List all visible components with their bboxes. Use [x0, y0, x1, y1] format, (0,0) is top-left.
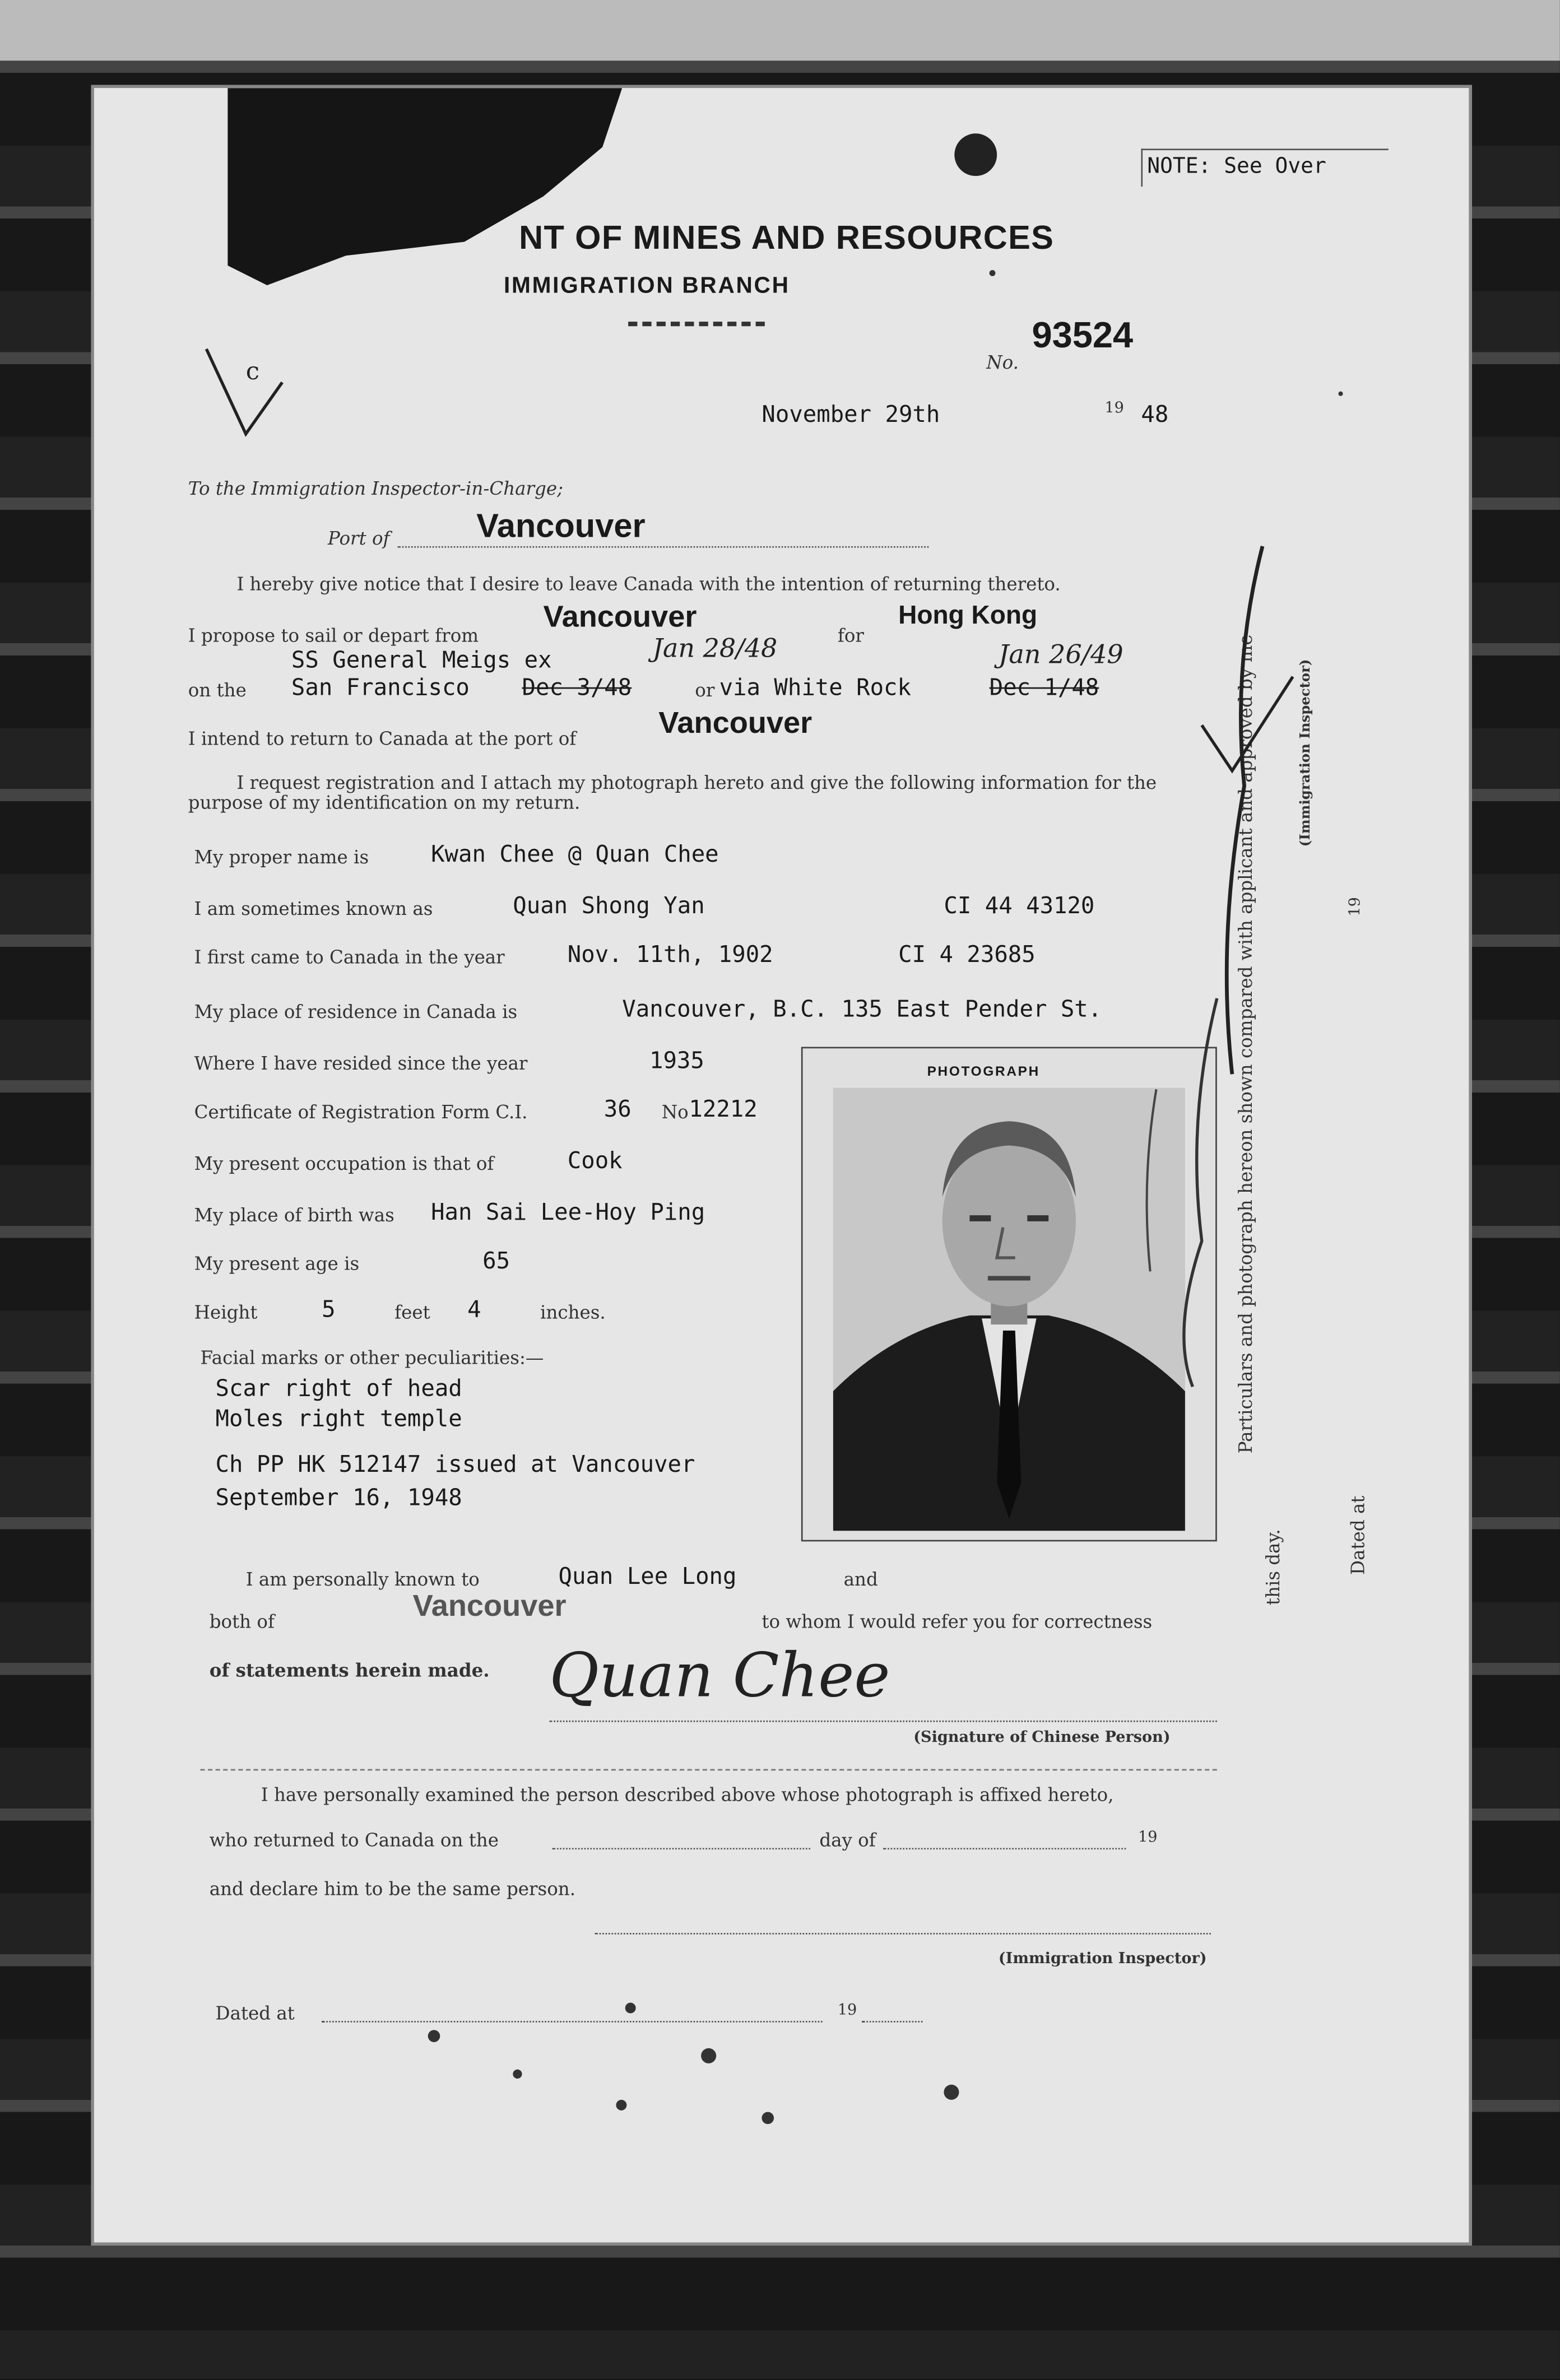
- ship-line-1: SS General Meigs ex: [291, 646, 552, 674]
- dated-at-label: Dated at: [215, 2002, 295, 2024]
- side-particulars: Particulars and photograph hereon shown compared with applicant and approved by me: [1235, 634, 1257, 1454]
- propose-label: I propose to sail or depart from: [188, 625, 479, 647]
- date-month-day: November 29th: [762, 400, 940, 428]
- known-as-label: I am sometimes known as: [194, 898, 433, 920]
- via-label: via White Rock: [719, 673, 911, 701]
- known-as-value: Quan Shong Yan: [513, 892, 705, 920]
- passport-line-2: September 16, 1948: [215, 1484, 462, 1512]
- port-of-label: Port of: [327, 528, 390, 550]
- ink-speck: [428, 2030, 440, 2042]
- return-date-line: [552, 1848, 810, 1849]
- side-this-day: this day.: [1262, 1529, 1284, 1606]
- side-inspector-caption: (Immigration Inspector): [1299, 659, 1315, 847]
- photo-label: PHOTOGRAPH: [927, 1063, 1040, 1079]
- refer-text: to whom I would refer you for correctness: [762, 1611, 1153, 1633]
- request-text: I request registration and I attach my photograph hereto and give the following information for the purpose of my identification on my return.: [188, 772, 1157, 814]
- inspector-line: [595, 1933, 1211, 1935]
- known-to-and: and: [843, 1569, 878, 1590]
- to-inspector-line: To the Immigration Inspector-in-Charge;: [188, 478, 564, 499]
- both-of-value: Vancouver: [412, 1589, 567, 1624]
- ink-speck: [1338, 392, 1343, 396]
- inches-label: inches.: [540, 1301, 606, 1323]
- return-line-3: and declare him to be the same person.: [209, 1878, 576, 1900]
- passport-line-1: Ch PP HK 512147 issued at Vancouver: [215, 1450, 695, 1478]
- height-feet: 5: [322, 1295, 336, 1323]
- first-came-value: Nov. 11th, 1902: [567, 940, 773, 968]
- form-sheet: [91, 85, 1471, 2246]
- certificate-label: Certificate of Registration Form C.I.: [194, 1101, 528, 1123]
- proper-name-label: My proper name is: [194, 847, 369, 868]
- ship-line-2: San Francisco: [291, 673, 470, 701]
- handwritten-date-right: Jan 26/49: [998, 640, 1123, 671]
- return-line-2b: day of: [819, 1829, 876, 1851]
- return-port-value: Vancouver: [658, 706, 812, 741]
- signature-line: [549, 1721, 1217, 1722]
- certificate-no-label: No: [661, 1101, 689, 1123]
- for-label: for: [837, 625, 864, 647]
- destination-value: Hong Kong: [898, 601, 1038, 630]
- certificate-form: 36: [603, 1095, 632, 1123]
- occupation-value: Cook: [567, 1147, 623, 1174]
- section-divider: [200, 1769, 1217, 1771]
- birth-label: My place of birth was: [194, 1205, 394, 1226]
- ink-speck: [616, 2100, 626, 2111]
- resided-since-value: 1935: [649, 1047, 704, 1075]
- struck-date-right: Dec 1/48: [989, 673, 1099, 701]
- facial-line-1: Scar right of head: [215, 1374, 462, 1402]
- ink-speck: [513, 2070, 522, 2079]
- return-line-2c: 19: [1138, 1829, 1158, 1847]
- first-came-label: I first came to Canada in the year: [194, 946, 505, 968]
- occupation-label: My present occupation is that of: [194, 1153, 494, 1174]
- ink-speck: [944, 2085, 959, 2100]
- age-label: My present age is: [194, 1253, 360, 1275]
- date-year: 48: [1141, 400, 1169, 428]
- dated-at-line: [322, 2021, 823, 2023]
- date-19: 19: [1104, 400, 1124, 417]
- residence-value: Vancouver, B.C. 135 East Pender St.: [622, 995, 1102, 1023]
- or-label: or: [695, 680, 715, 701]
- on-the-label: on the: [188, 680, 247, 701]
- ink-speck: [701, 2048, 716, 2063]
- facial-line-2: Moles right temple: [215, 1405, 462, 1433]
- note-text: NOTE: See Over: [1147, 155, 1326, 179]
- height-inches: 4: [467, 1295, 481, 1323]
- first-came-ci: CI 4 23685: [898, 940, 1036, 968]
- known-to-value: Quan Lee Long: [558, 1563, 737, 1590]
- return-port-label: I intend to return to Canada at the port of: [188, 728, 577, 750]
- facial-label: Facial marks or other peculiarities:—: [200, 1347, 544, 1369]
- title-rule: [628, 322, 765, 326]
- age-value: 65: [482, 1247, 510, 1275]
- both-of-label: both of: [209, 1611, 275, 1633]
- dated-19: 19: [837, 2002, 857, 2020]
- dated-year-line: [862, 2021, 922, 2023]
- certificate-no-value: 12212: [689, 1095, 758, 1123]
- handwritten-date-left: Jan 28/48: [652, 634, 778, 665]
- corner-mark-icon: [200, 343, 291, 449]
- return-line-2a: who returned to Canada on the: [209, 1829, 499, 1851]
- known-to-label: I am personally known to: [245, 1569, 480, 1590]
- statements-text: of statements herein made.: [209, 1660, 490, 1681]
- side-dated-at: Dated at: [1347, 1495, 1369, 1575]
- ink-speck: [625, 2003, 636, 2014]
- struck-date-left: Dec 3/48: [522, 673, 632, 701]
- ink-speck: [990, 270, 996, 276]
- birth-value: Han Sai Lee-Hoy Ping: [431, 1198, 705, 1226]
- return-line-1: I have personally examined the person described above whose photograph is affixed hereto,: [261, 1784, 1114, 1806]
- inspector-caption: (Immigration Inspector): [998, 1951, 1207, 1968]
- punch-hole: [954, 133, 997, 176]
- height-label: Height: [194, 1301, 258, 1323]
- depart-from-value: Vancouver: [543, 601, 697, 634]
- notice-text: I hereby give notice that I desire to leave Canada with the intention of returning thereto.: [236, 573, 1061, 595]
- svg-text:c: c: [245, 357, 259, 385]
- branch-title: IMMIGRATION BRANCH: [504, 273, 790, 299]
- proper-name-value: Kwan Chee @ Quan Chee: [431, 840, 719, 868]
- signature-caption: (Signature of Chinese Person): [913, 1730, 1171, 1746]
- feet-label: feet: [394, 1301, 430, 1323]
- scanner-edge: [0, 0, 1560, 61]
- check-mark-icon: [1187, 664, 1308, 786]
- form-number: 93524: [1032, 315, 1134, 357]
- applicant-signature: Quan Chee: [549, 1642, 890, 1712]
- side-19: 19: [1347, 897, 1364, 917]
- port-of-value: Vancouver: [476, 506, 646, 545]
- known-as-ci: CI 44 43120: [944, 892, 1095, 920]
- department-title: NT OF MINES AND RESOURCES: [519, 218, 1055, 257]
- return-month-line: [883, 1848, 1126, 1849]
- ink-speck: [762, 2112, 774, 2125]
- residence-label: My place of residence in Canada is: [194, 1001, 518, 1023]
- resided-since-label: Where I have resided since the year: [194, 1053, 528, 1075]
- port-of-line: [397, 546, 928, 548]
- no-label: No.: [986, 352, 1019, 374]
